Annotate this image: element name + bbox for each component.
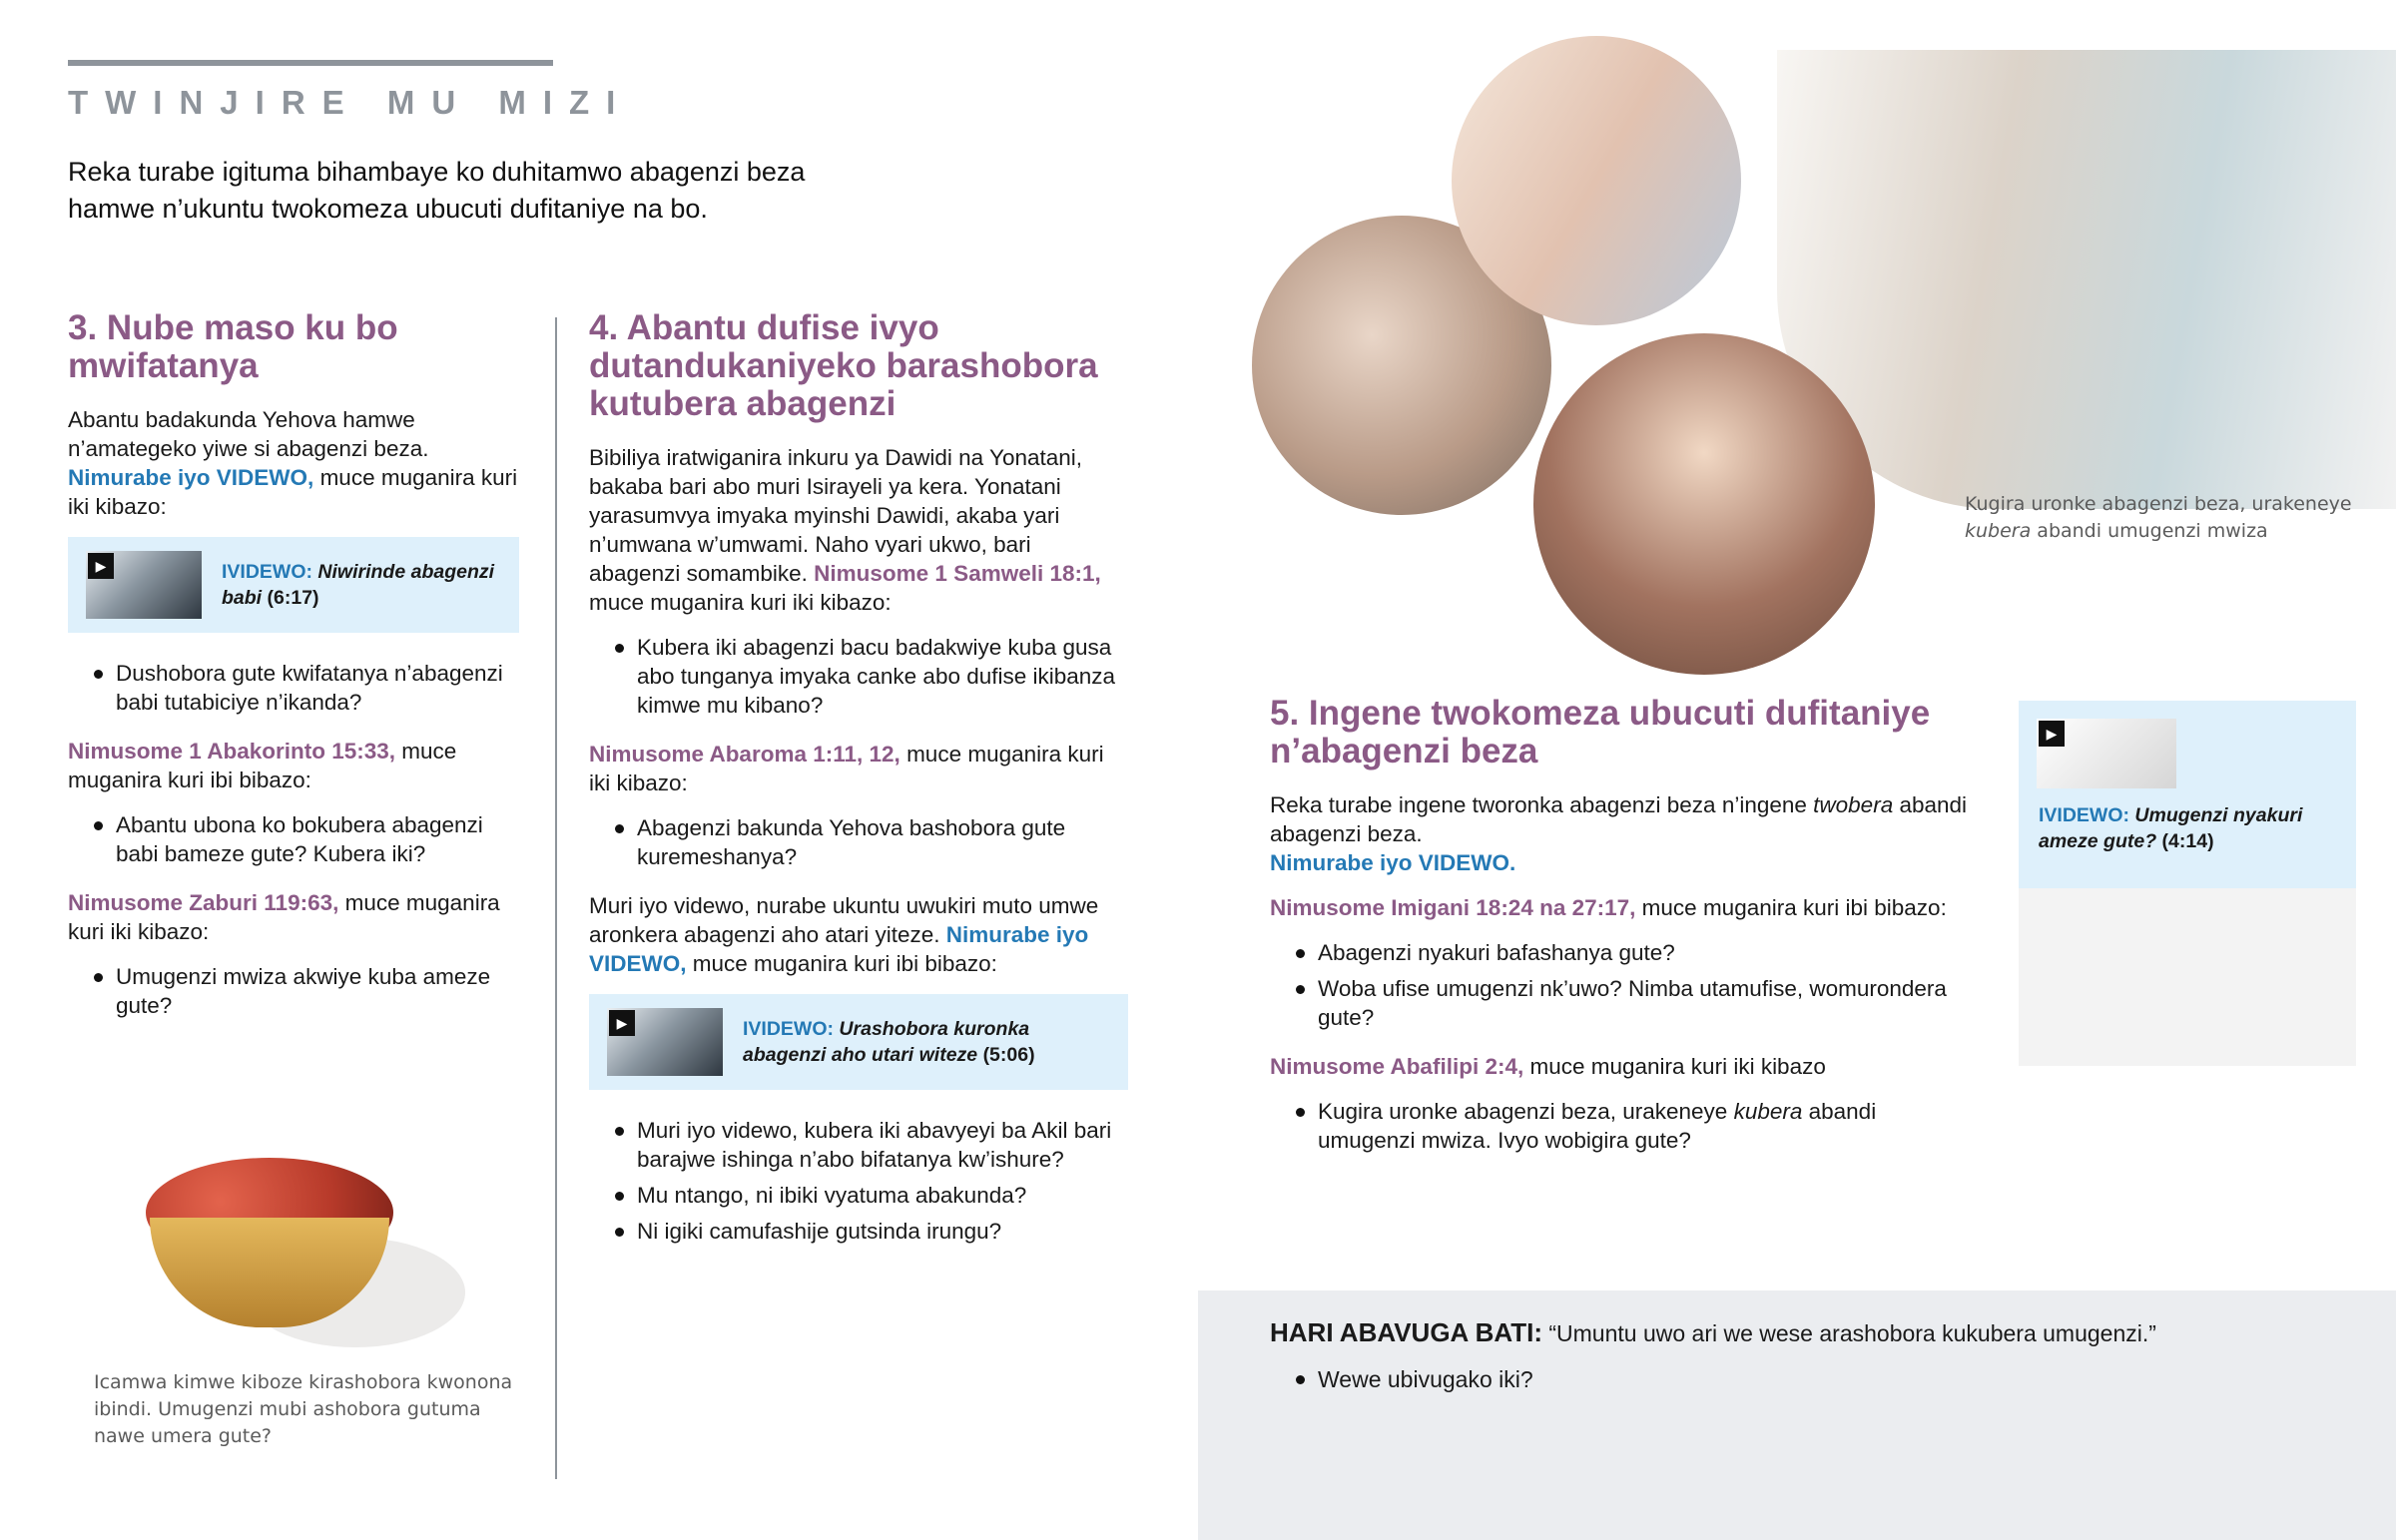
question-list: [1270, 1364, 2348, 1394]
section-4-para: Bibiliya iratwiganira inkuru ya Dawidi na Yonatani, bakaba bari abo muri Isirayeli ya kera. Yonatani yarasumvya imyaka myinshi Dawidi, akaba yari n’umwana w’umwami. Naho vyari ukwo, bari abagenzi somambike. Nimusome 1 Samweli 18:1, muce muganira kuri iki kibazo:: [589, 445, 1101, 615]
photo-circle-comforting: [1533, 333, 1875, 675]
question-item: Abagenzi nyakuri bafashanya gute?: [1270, 938, 1969, 967]
scripture-reference[interactable]: Nimusome Abafilipi 2:4,: [1270, 1054, 1524, 1079]
quote-block: [1270, 1317, 2348, 1414]
section-3-para: Abantu badakunda Yehova hamwe n’amategeko yiwe si abagenzi beza. Nimurabe iyo VIDEWO, muce muganira kuri iki kibazo:: [68, 407, 518, 519]
section-5: [1270, 695, 1969, 1175]
video-thumbnail[interactable]: [86, 551, 202, 619]
photo-circle-phone-call: [1452, 36, 1741, 325]
question-item: Dushobora gute kwifatanya n’abagenzi babi tutabiciye n’ikanda?: [68, 659, 519, 717]
watch-video-link[interactable]: Nimurabe iyo VIDEWO,: [68, 465, 314, 490]
play-icon[interactable]: ▶: [2039, 721, 2065, 747]
question-list: [589, 813, 1128, 871]
video-card-true-friend[interactable]: ▶ IVIDEWO: Umugenzi nyakuri ameze gute? (4:14): [2019, 701, 2356, 1066]
page-kicker: TWINJIRE MU MIZI: [68, 84, 633, 121]
question-item: Abantu ubona ko bokubera abagenzi babi bameze gute? Kubera iki?: [68, 810, 519, 868]
watch-video-link[interactable]: Nimurabe iyo VIDEWO,: [589, 922, 1089, 976]
question-list: [1270, 938, 1969, 1032]
question-item: Ni igiki camufashije gutsinda irungu?: [589, 1217, 1128, 1246]
question-list: [1270, 1097, 1969, 1155]
question-list: [68, 659, 519, 717]
friends-group-photo: [1777, 50, 2396, 509]
scripture-para: Nimusome Imigani 18:24 na 27:17, muce muganira kuri ibi bibazo:: [1270, 895, 1947, 920]
question-list: [68, 962, 519, 1020]
video-thumbnail[interactable]: [607, 1008, 723, 1076]
play-icon[interactable]: ▶: [88, 553, 114, 579]
photo-collage: [1238, 30, 2396, 679]
section-4: [589, 309, 1128, 1266]
scripture-para: Nimusome Zaburi 119:63, muce muganira kuri iki kibazo:: [68, 890, 500, 944]
column-divider: [555, 317, 557, 1479]
video-thumbnail[interactable]: [2037, 719, 2176, 788]
scripture-para: Nimusome 1 Abakorinto 15:33, muce muganira kuri ibi bibazo:: [68, 739, 457, 792]
photo-caption: Kugira uronke abagenzi beza, urakeneye kubera abandi umugenzi mwiza: [1965, 493, 2352, 542]
question-list: [589, 633, 1128, 720]
question-item: Umugenzi mwiza akwiye kuba ameze gute?: [68, 962, 519, 1020]
section-3-title: 3. Nube maso ku bo mwifatanya: [68, 308, 398, 385]
question-item: Wewe ubivugako iki?: [1270, 1364, 2348, 1394]
question-item: Kugira uronke abagenzi beza, urakeneye kubera abandi umugenzi mwiza. Ivyo wobigira gute?: [1270, 1097, 1969, 1155]
rotten-apple-bowl-illustration: [136, 1098, 475, 1347]
question-item: Muri iyo videwo, kubera iki abavyeyi ba Akil bari barajwe ishinga n’abo bifatanya kw’ishure?: [589, 1116, 1128, 1174]
play-icon[interactable]: ▶: [609, 1010, 635, 1036]
section-5-title: 5. Ingene twokomeza ubucuti dufitaniye n’abagenzi beza: [1270, 694, 1931, 770]
question-item: Woba ufise umugenzi nk’uwo? Nimba utamufise, womurondera gute?: [1270, 974, 1969, 1032]
video-card-bad-friends[interactable]: ▶ IVIDEWO: Niwirinde abagenzi babi (6:17): [68, 537, 519, 633]
scripture-para: Nimusome Abafilipi 2:4, muce muganira kuri iki kibazo: [1270, 1054, 1826, 1079]
scripture-reference[interactable]: Nimusome 1 Abakorinto 15:33,: [68, 739, 396, 764]
section-4-title: 4. Abantu dufise ivyo dutandukaniyeko barashobora kutubera abagenzi: [589, 308, 1098, 423]
header-rule: [68, 60, 553, 66]
quote-text: “Umuntu uwo ari we wese arashobora kukubera umugenzi.”: [1548, 1320, 2156, 1346]
section-5-para: Reka turabe ingene tworonka abagenzi beza n’ingene twobera abandi abagenzi beza. Nimurabe iyo VIDEWO.: [1270, 792, 1968, 875]
question-list: [68, 810, 519, 868]
quote-label: HARI ABAVUGA BATI:: [1270, 1317, 1542, 1347]
people-sketch-illustration: [2019, 888, 2356, 1066]
section-3: [68, 309, 519, 1040]
question-item: Abagenzi bakunda Yehova bashobora gute kuremeshanya?: [589, 813, 1128, 871]
question-item: Kubera iki abagenzi bacu badakwiye kuba gusa abo tunganya imyaka canke abo dufise ikibanza kimwe mu kibano?: [589, 633, 1128, 720]
video-card-unexpected-friends[interactable]: ▶ IVIDEWO: Urashobora kuronka abagenzi aho utari witeze (5:06): [589, 994, 1128, 1090]
watch-video-link[interactable]: Nimurabe iyo VIDEWO.: [1270, 850, 1516, 875]
section-4-para-2: Muri iyo videwo, nurabe ukuntu uwukiri muto umwe aronkera abagenzi aho atari yiteze. Nimurabe iyo VIDEWO, muce muganira kuri ibi bibazo:: [589, 893, 1099, 976]
question-list: [589, 1116, 1128, 1246]
scripture-reference[interactable]: Nimusome 1 Samweli 18:1,: [814, 561, 1101, 586]
scripture-reference[interactable]: Nimusome Abaroma 1:11, 12,: [589, 742, 900, 767]
scripture-reference[interactable]: Nimusome Zaburi 119:63,: [68, 890, 339, 915]
scripture-reference[interactable]: Nimusome Imigani 18:24 na 27:17,: [1270, 895, 1636, 920]
apple-caption: Icamwa kimwe kiboze kirashobora kwonona ibindi. Umugenzi mubi ashobora gutuma nawe umera gute?: [94, 1371, 513, 1447]
scripture-para: Nimusome Abaroma 1:11, 12, muce muganira kuri iki kibazo:: [589, 742, 1104, 795]
intro-text: Reka turabe igituma bihambaye ko duhitamwo abagenzi beza hamwe n’ukuntu twokomeza ubucuti dufitaniye na bo.: [68, 157, 806, 224]
question-item: Mu ntango, ni ibiki vyatuma abakunda?: [589, 1181, 1128, 1210]
